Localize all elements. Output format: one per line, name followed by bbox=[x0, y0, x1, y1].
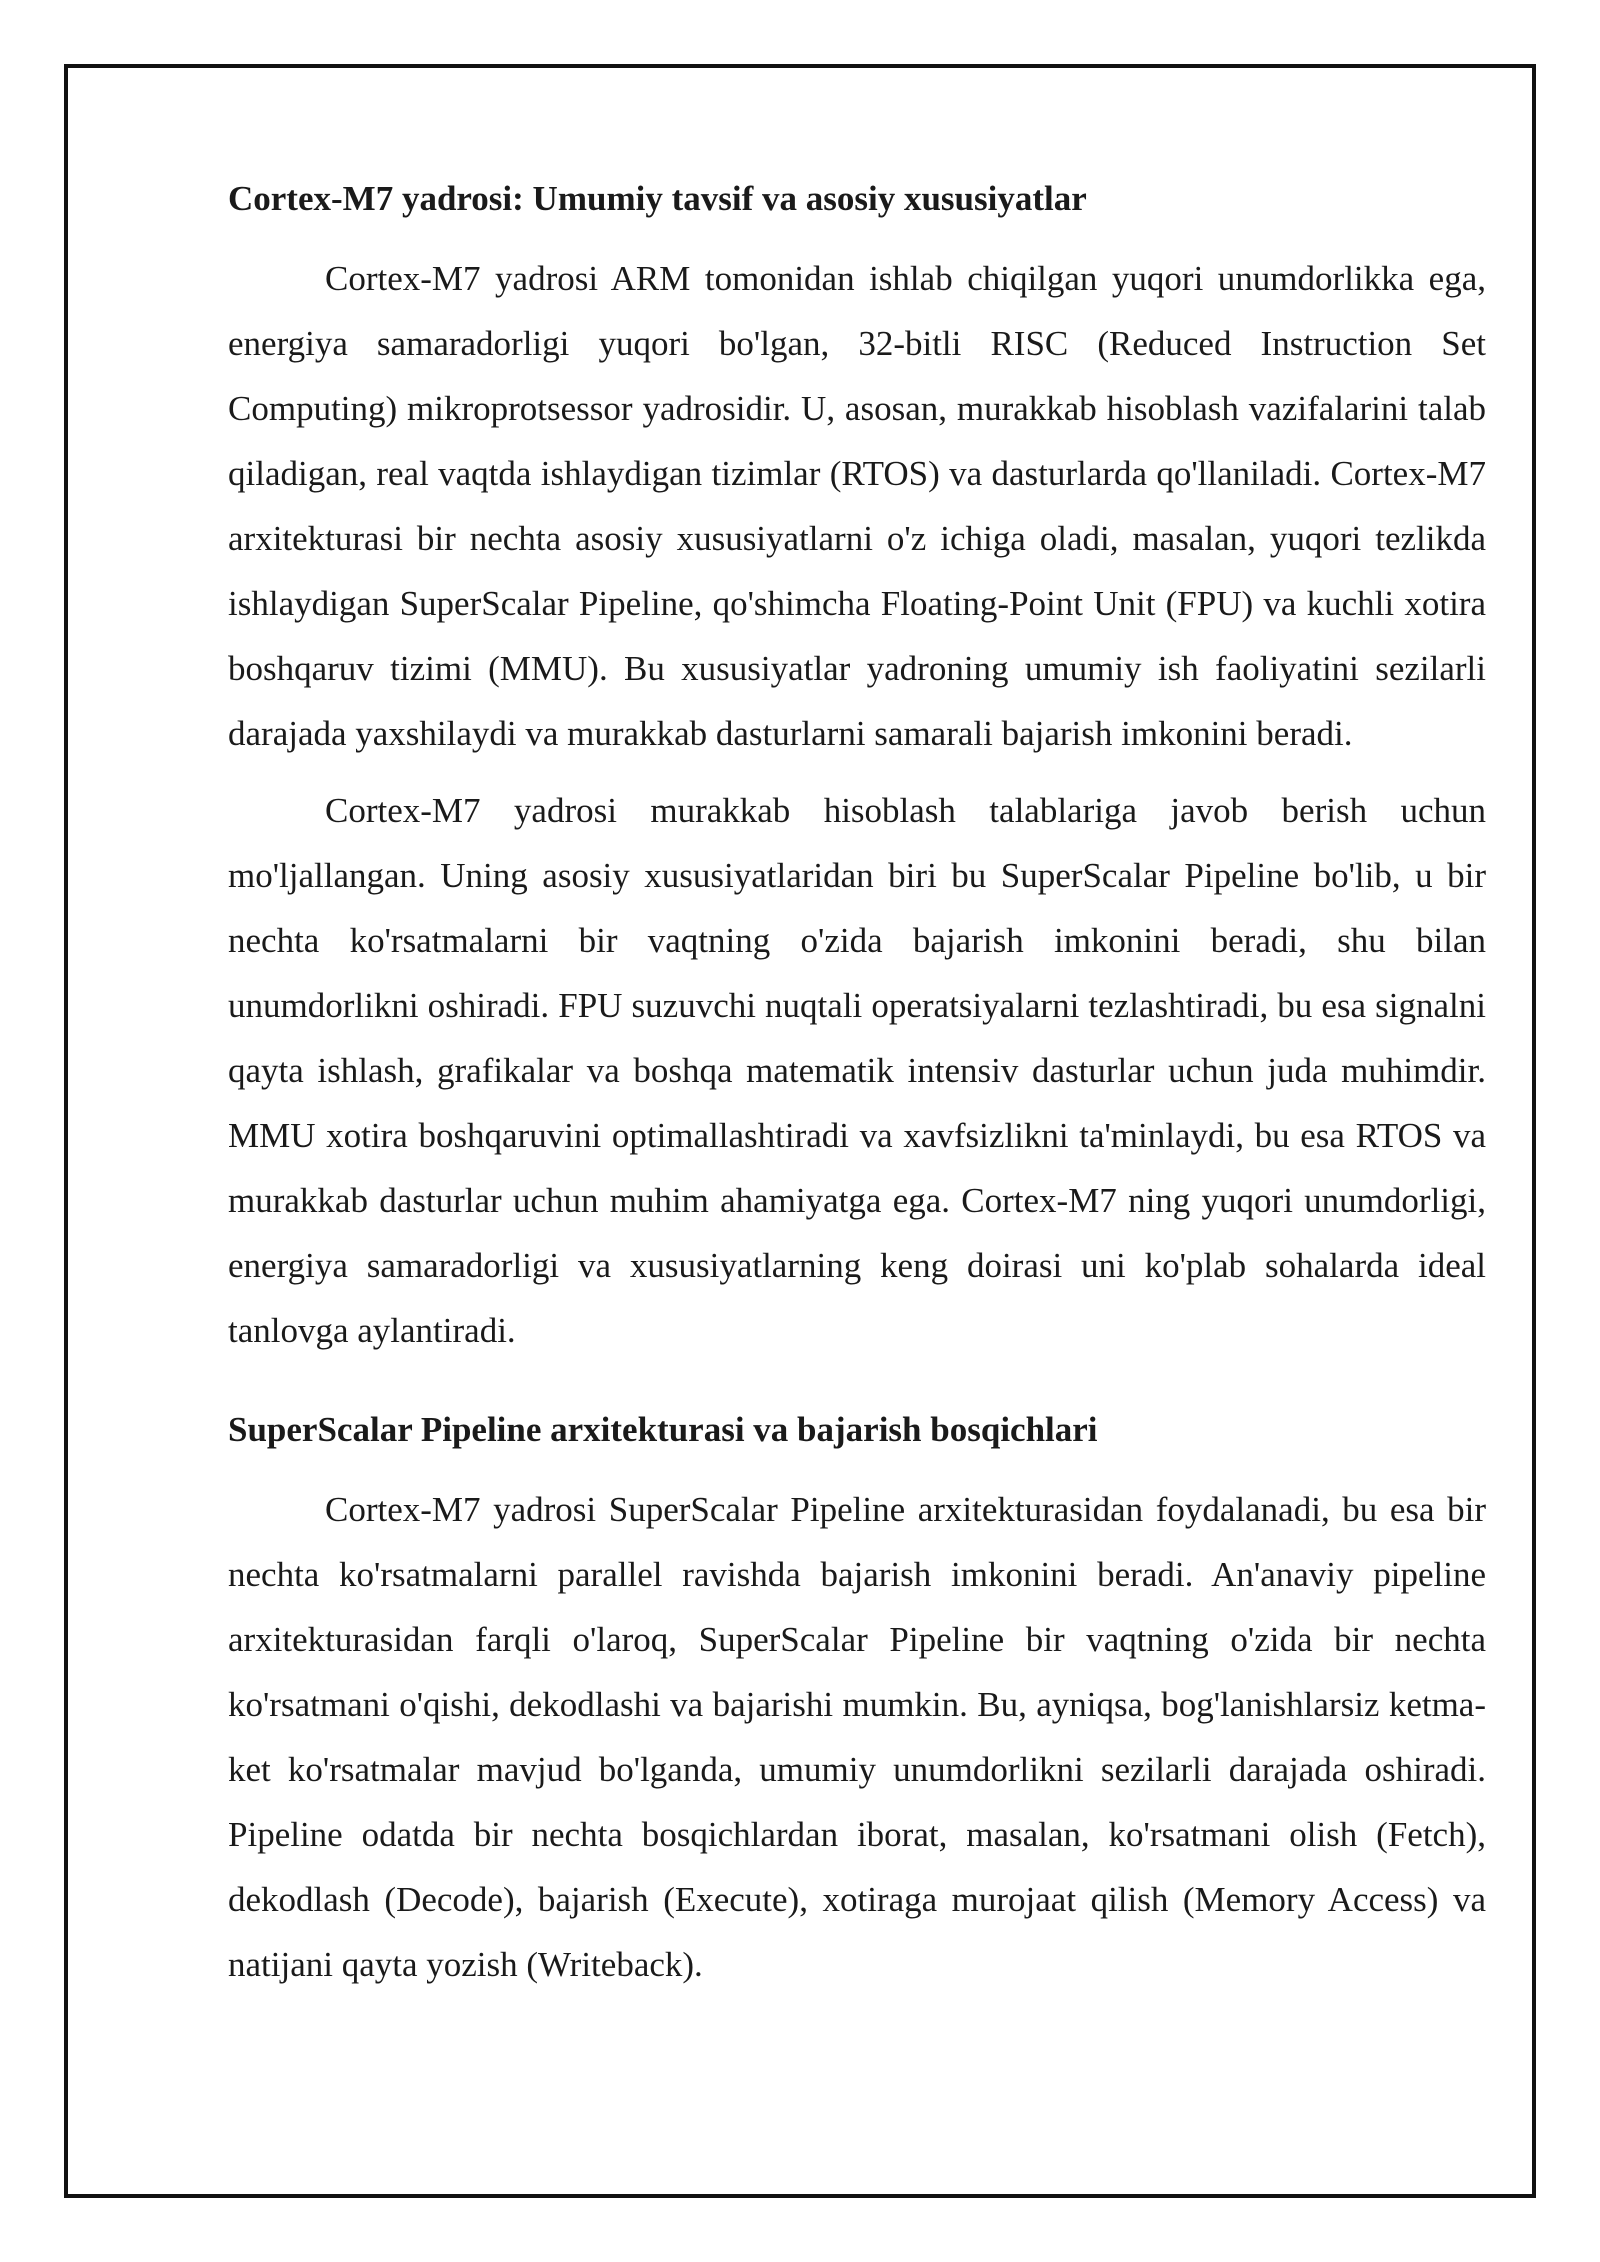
section-overview bbox=[228, 174, 1486, 1363]
paragraph: Cortex-M7 yadrosi murakkab hisoblash talablariga javob berish uchun mo'ljallangan. Uning asosiy xususiyatlaridan biri bu SuperScalar Pipeline bo'lib, u bir nechta ko'rsatmalarni bir vaqtning o'zida bajarish imkonini beradi, shu bilan unumdorlikni oshiradi. FPU suzuvchi nuqtali operatsiyalarni tezlashtiradi, bu esa signalni qayta ishlash, grafikalar va boshqa matematik intensiv dasturlar uchun juda muhimdir. MMU xotira boshqaruvini optimallashtiradi va xavfsizlikni ta'minlaydi, bu esa RTOS va murakkab dasturlar uchun muhim ahamiyatga ega. Cortex-M7 ning yuqori unumdorligi, energiya samaradorligi va xususiyatlarning keng doirasi uni ko'plab sohalarda ideal tanlovga aylantiradi. bbox=[228, 791, 1486, 1350]
section-heading: Cortex-M7 yadrosi: Umumiy tavsif va asosiy xususiyatlar bbox=[228, 179, 1087, 218]
section-pipeline bbox=[228, 1405, 1486, 1997]
paragraph: Cortex-M7 yadrosi ARM tomonidan ishlab chiqilgan yuqori unumdorlikka ega, energiya samaradorligi yuqori bo'lgan, 32-bitli RISC (Reduced Instruction Set Computing) mikroprotsessor yadrosidir. U, asosan, murakkab hisoblash vazifalarini talab qiladigan, real vaqtda ishlaydigan tizimlar (RTOS) va dasturlarda qo'llaniladi. Cortex-M7 arxitekturasi bir nechta asosiy xususiyatlarni o'z ichiga oladi, masalan, yuqori tezlikda ishlaydigan SuperScalar Pipeline, qo'shimcha Floating-Point Unit (FPU) va kuchli xotira boshqaruv tizimi (MMU). Bu xususiyatlar yadroning umumiy ish faoliyatini sezilarli darajada yaxshilaydi va murakkab dasturlarni samarali bajarish imkonini beradi. bbox=[228, 259, 1486, 753]
paragraph: Cortex-M7 yadrosi SuperScalar Pipeline arxitekturasidan foydalanadi, bu esa bir nechta ko'rsatmalarni parallel ravishda bajarish imkonini beradi. An'anaviy pipeline arxitekturasidan farqli o'laroq, SuperScalar Pipeline bir vaqtning o'zida bir nechta ko'rsatmani o'qishi, dekodlashi va bajarishi mumkin. Bu, ayniqsa, bog'lanishlarsiz ketma-ket ko'rsatmalar mavjud bo'lganda, umumiy unumdorlikni sezilarli darajada oshiradi. Pipeline odatda bir nechta bosqichlardan iborat, masalan, ko'rsatmani olish (Fetch), dekodlash (Decode), bajarish (Execute), xotiraga murojaat qilish (Memory Access) va natijani qayta yozish (Writeback). bbox=[228, 1490, 1486, 1984]
document-body bbox=[228, 174, 1486, 2009]
section-heading: SuperScalar Pipeline arxitekturasi va bajarish bosqichlari bbox=[228, 1410, 1098, 1449]
section-spacer bbox=[228, 1375, 1486, 1405]
